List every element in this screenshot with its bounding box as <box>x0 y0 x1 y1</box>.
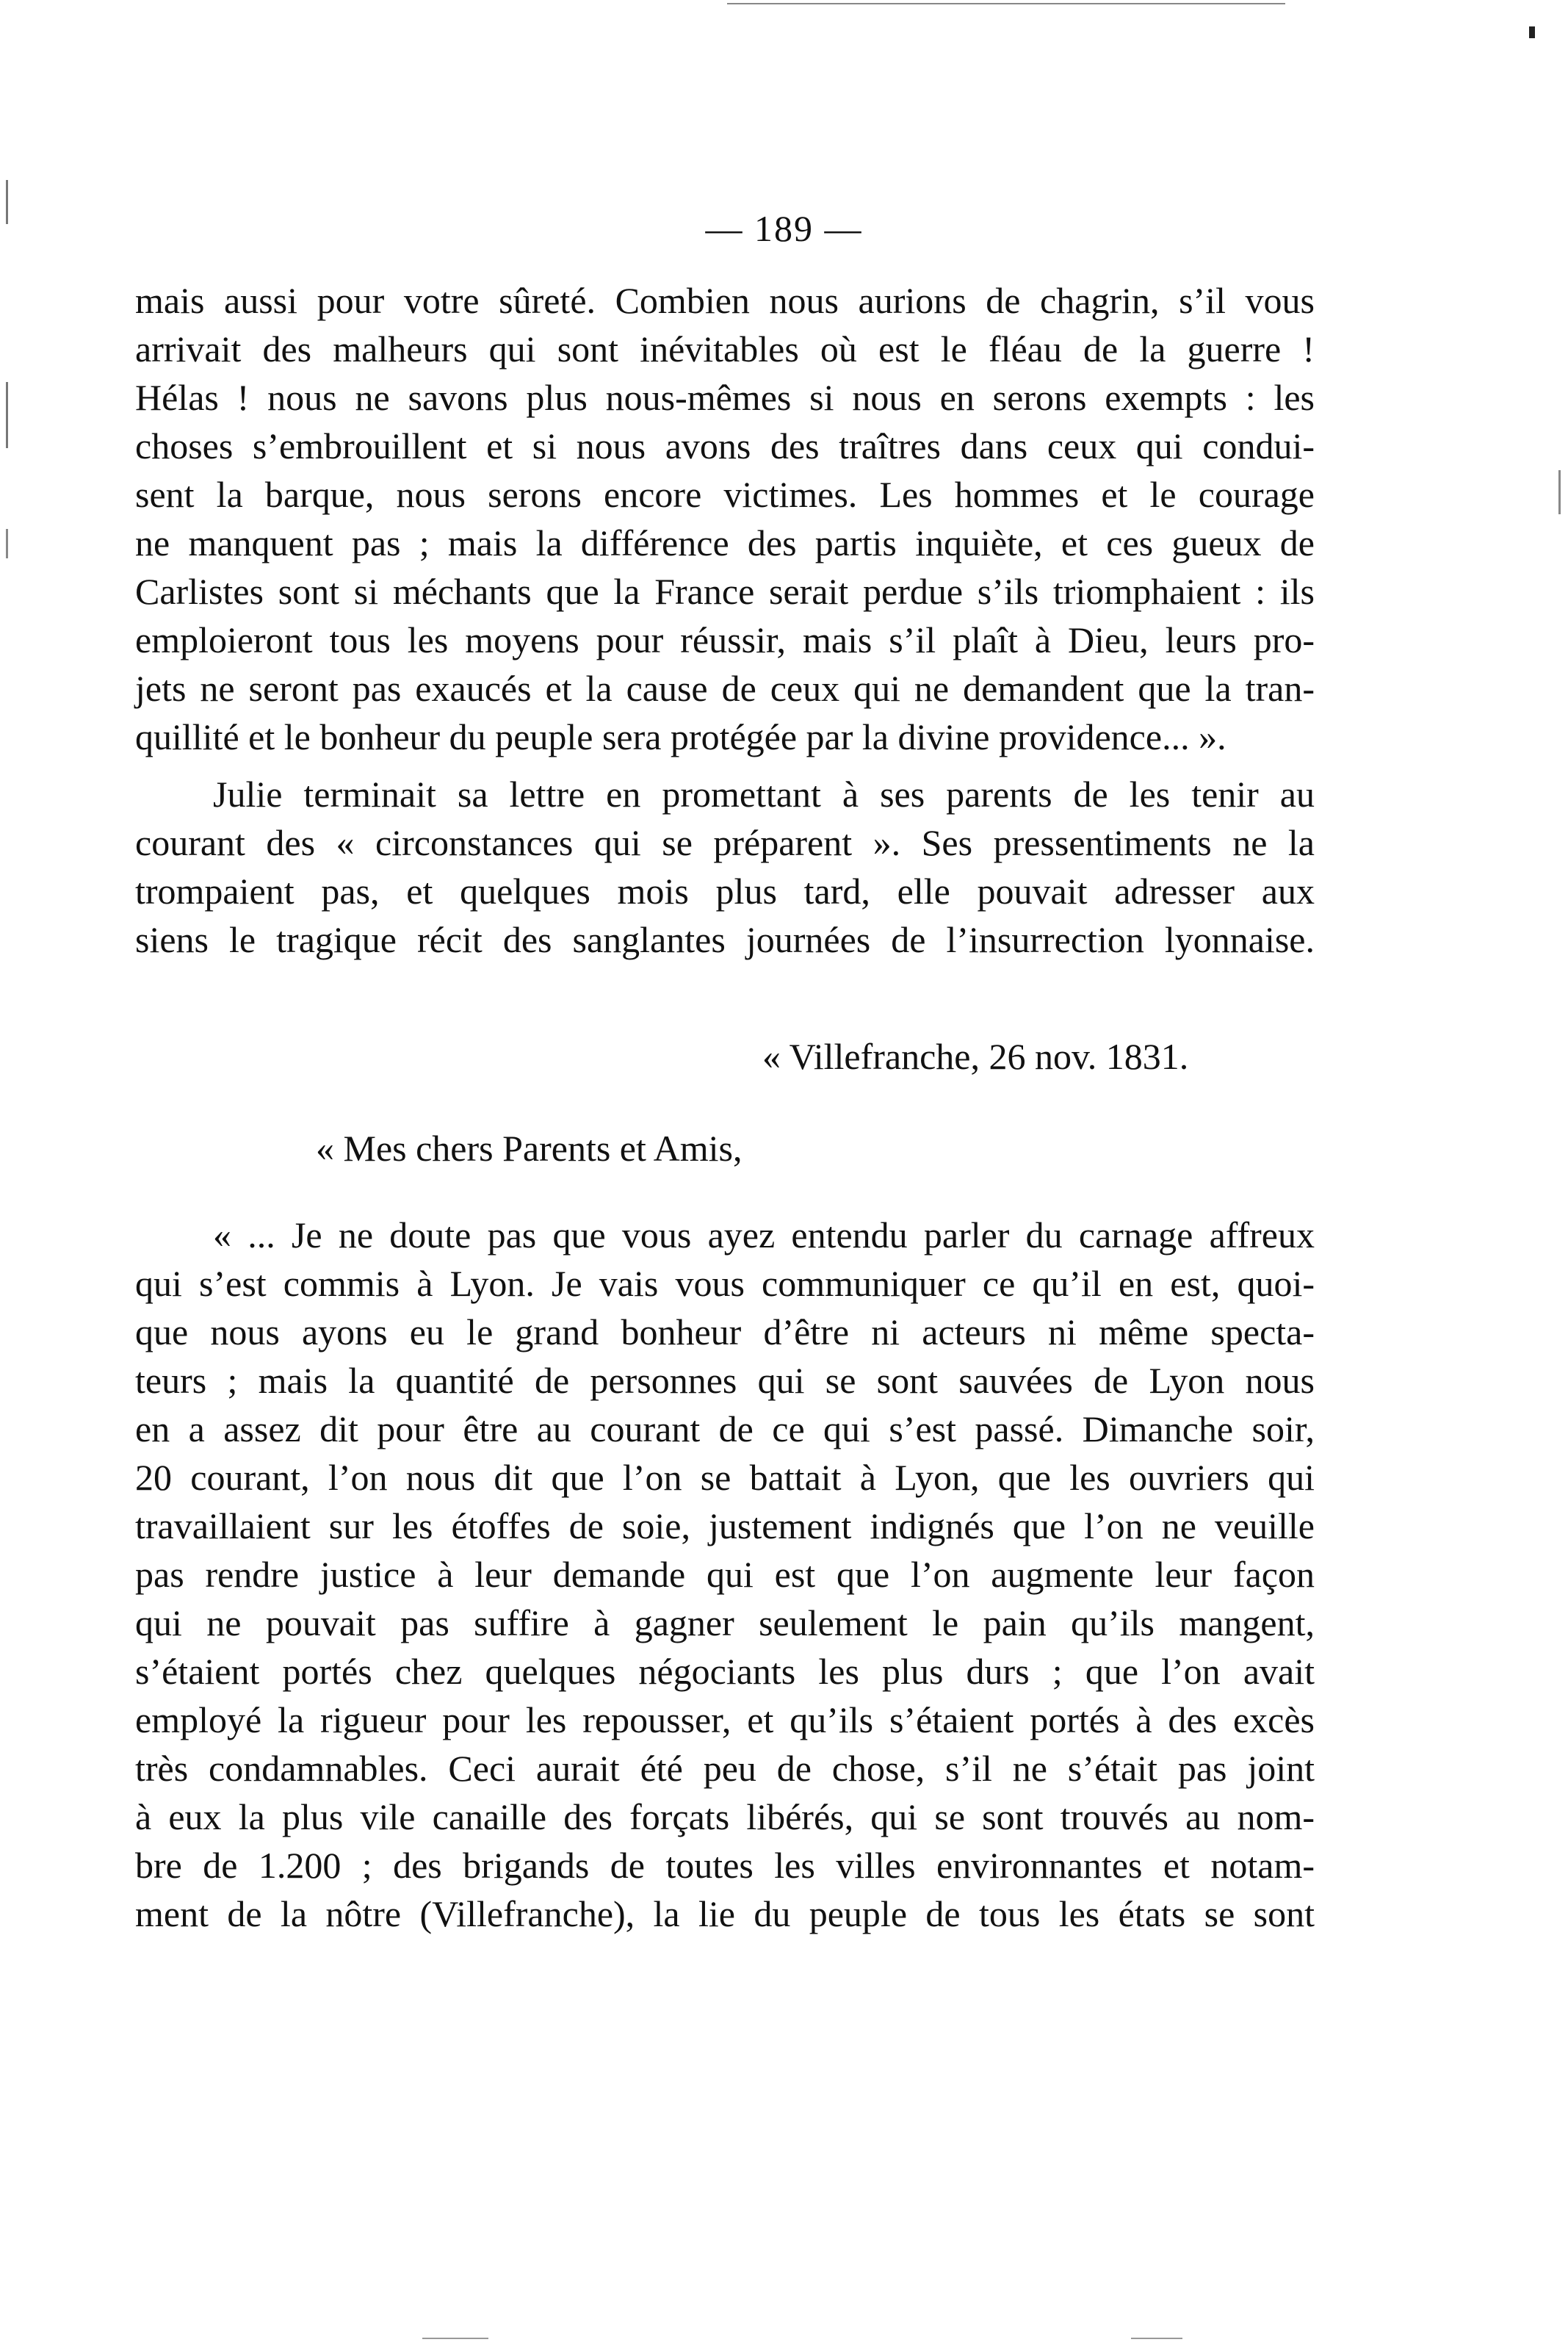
text-line: siens le tragique récit des sanglantes journées de l’insurrection lyonnaise. <box>135 919 1315 960</box>
text-line: « ... Je ne doute pas que vous ayez entendu parler du carnage affreux <box>213 1214 1315 1256</box>
text-line: jets ne seront pas exaucés et la cause de ceux qui ne demandent que la tran- <box>135 668 1315 709</box>
text-line: quillité et le bonheur du peuple sera protégée par la divine providence... ». <box>135 716 1226 757</box>
text-line: s’étaient portés chez quelques négociants les plus durs ; que l’on avait <box>135 1651 1315 1692</box>
text-line: courant des « circonstances qui se préparent ». Ses pressentiments ne la <box>135 822 1315 863</box>
text-line: 20 courant, l’on nous dit que l’on se battait à Lyon, que les ouvriers qui <box>135 1457 1315 1498</box>
text-line: arrivait des malheurs qui sont inévitables où est le fléau de la guerre ! <box>135 328 1315 370</box>
scan-left-edge-mark <box>6 529 8 558</box>
text-line: employé la rigueur pour les repousser, et qu’ils s’étaient portés à des excès <box>135 1699 1315 1740</box>
text-line: choses s’embrouillent et si nous avons des traîtres dans ceux qui condui- <box>135 425 1315 467</box>
text-line: ne manquent pas ; mais la différence des partis inquiète, et ces gueux de <box>135 522 1315 563</box>
scan-top-rule <box>727 3 1285 4</box>
letter-salutation: « Mes chers Parents et Amis, <box>316 1128 743 1169</box>
scan-bottom-rule <box>422 2338 488 2339</box>
text-line: très condamnables. Ceci aurait été peu de chose, s’il ne s’était pas joint <box>135 1748 1315 1789</box>
scan-right-edge-mark <box>1558 470 1561 514</box>
text-line: travaillaient sur les étoffes de soie, justement indignés que l’on ne veuille <box>135 1505 1315 1546</box>
page-number: — 189 — <box>705 208 863 249</box>
text-line: trompaient pas, et quelques mois plus tard, elle pouvait adresser aux <box>135 871 1315 912</box>
scan-mark-top-right <box>1529 26 1535 38</box>
text-line: Carlistes sont si méchants que la France serait perdue s’ils triomphaient : ils <box>135 571 1315 612</box>
text-line: Hélas ! nous ne savons plus nous-mêmes si nous en serons exempts : les <box>135 377 1315 418</box>
text-line: Julie terminait sa lettre en promettant à ses parents de les tenir au <box>213 774 1315 815</box>
text-line: à eux la plus vile canaille des forçats libérés, qui se sont trouvés au nom- <box>135 1796 1315 1837</box>
text-line: ment de la nôtre (Villefranche), la lie du peuple de tous les états se sont <box>135 1893 1315 1934</box>
letter-dateline: « Villefranche, 26 nov. 1831. <box>762 1036 1189 1077</box>
text-line: en a assez dit pour être au courant de ce qui s’est passé. Dimanche soir, <box>135 1408 1315 1449</box>
text-line: qui s’est commis à Lyon. Je vais vous communiquer ce qu’il en est, quoi- <box>135 1263 1315 1304</box>
text-line: teurs ; mais la quantité de personnes qui se sont sauvées de Lyon nous <box>135 1360 1315 1401</box>
text-line: bre de 1.200 ; des brigands de toutes les villes environnantes et notam- <box>135 1845 1315 1886</box>
text-line: que nous ayons eu le grand bonheur d’être ni acteurs ni même specta- <box>135 1311 1315 1352</box>
text-line: mais aussi pour votre sûreté. Combien nous aurions de chagrin, s’il vous <box>135 280 1315 321</box>
scan-bottom-rule <box>1131 2338 1182 2339</box>
text-line: sent la barque, nous serons encore victimes. Les hommes et le courage <box>135 474 1315 515</box>
text-line: pas rendre justice à leur demande qui est que l’on augmente leur façon <box>135 1554 1315 1595</box>
text-line: emploieront tous les moyens pour réussir, mais s’il plaît à Dieu, leurs pro- <box>135 619 1315 660</box>
text-line: qui ne pouvait pas suffire à gagner seulement le pain qu’ils mangent, <box>135 1602 1315 1643</box>
scan-left-edge-mark <box>6 382 8 448</box>
